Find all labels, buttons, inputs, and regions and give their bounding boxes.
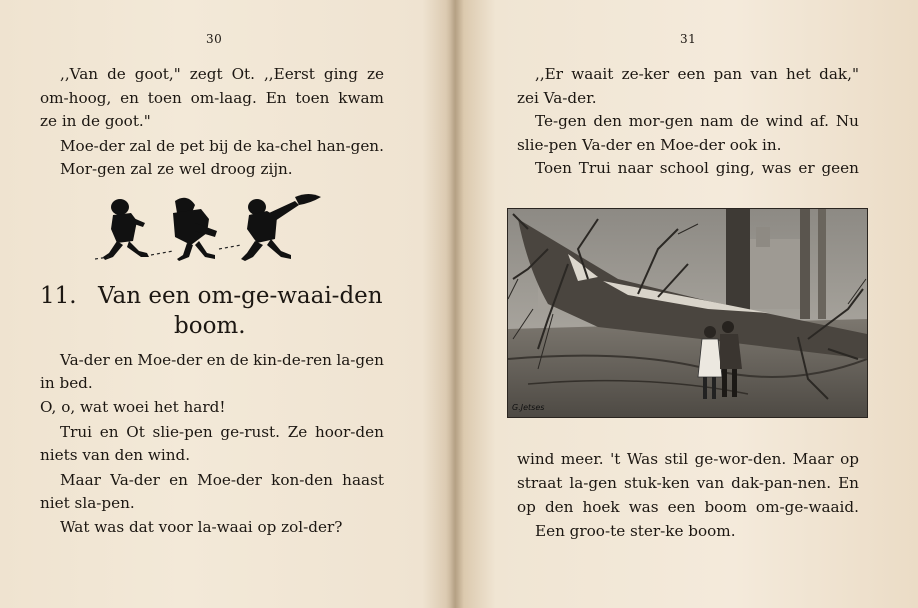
word: den <box>544 498 574 516</box>
word: kwam <box>338 89 384 107</box>
text-line <box>517 497 859 517</box>
word: en <box>99 423 119 441</box>
word: boom <box>704 498 747 516</box>
word: en <box>206 351 226 369</box>
word: mor-gen <box>628 112 694 130</box>
word: Ot. <box>231 65 255 83</box>
word: En <box>838 474 859 492</box>
chapter-title-line1: Van een om-ge-waai-den <box>98 283 383 309</box>
word: hoor-den <box>314 423 384 441</box>
word: la-gen <box>336 351 384 369</box>
word: van <box>750 65 778 83</box>
text-line <box>60 64 384 84</box>
word: waait <box>571 65 614 83</box>
fallen-tree-illustration <box>507 208 868 418</box>
page-number: 31 <box>680 32 697 46</box>
word: Moe-der <box>197 471 262 489</box>
word: kin-de-ren <box>253 351 332 369</box>
word: Maar <box>60 471 101 489</box>
word: Trui <box>60 423 93 441</box>
word: school <box>659 159 709 177</box>
word: straat <box>517 474 563 492</box>
word: het <box>786 65 811 83</box>
word: de <box>156 137 175 155</box>
word: pet <box>179 137 205 155</box>
text-line: niets van den wind. <box>40 446 191 464</box>
word: de <box>107 65 126 83</box>
word: ge-rust. <box>220 423 280 441</box>
text-line: slie-pen Va-der en Moe-der ook in. <box>517 136 782 154</box>
text-line: O, o, wat woei het hard! <box>40 398 226 416</box>
word: han-gen. <box>316 137 384 155</box>
word: Moe-der <box>60 137 125 155</box>
word: Va-der <box>110 471 160 489</box>
word: kon-den <box>271 471 333 489</box>
word: de <box>229 351 249 369</box>
word: nam <box>700 112 734 130</box>
word: Trui <box>578 159 611 177</box>
word: en <box>114 351 133 369</box>
word: dak-pan-nen. <box>731 474 832 492</box>
word: om-ge-waaid. <box>755 498 859 516</box>
text-line <box>60 422 384 442</box>
word: zal <box>129 137 152 155</box>
word: was <box>761 159 792 177</box>
chapter-title-line2: boom. <box>174 313 246 339</box>
word: Was <box>626 450 658 468</box>
word: dak," <box>819 65 859 83</box>
word: van <box>696 474 725 492</box>
word: op <box>840 450 859 468</box>
word: zegt <box>189 65 223 83</box>
word: ging, <box>715 159 755 177</box>
word: la-gen <box>569 474 617 492</box>
word: toen <box>295 89 330 107</box>
word: stuk-ken <box>623 474 690 492</box>
text-line: in bed. <box>40 374 93 392</box>
word: ze-ker <box>621 65 670 83</box>
word: haast <box>342 471 384 489</box>
word: wind <box>517 450 555 468</box>
text-line <box>60 136 384 156</box>
word: slie-pen <box>152 423 213 441</box>
word: Te-gen <box>535 112 587 130</box>
artist-signature: G.Jetses <box>512 403 545 412</box>
word: om-hoog, <box>40 89 112 107</box>
word: naar <box>617 159 653 177</box>
chapter-number: 11. <box>40 283 77 309</box>
text-line: Wat was dat voor la-waai op zol-der? <box>60 518 343 536</box>
word: pan <box>713 65 743 83</box>
text-line <box>535 64 859 84</box>
word: den <box>593 112 622 130</box>
word: ka-chel <box>256 137 313 155</box>
text-line: niet sla-pen. <box>40 494 135 512</box>
word: ,,Er <box>535 65 564 83</box>
word: En <box>265 89 287 107</box>
text-line <box>60 350 384 370</box>
word: meer. <box>560 450 604 468</box>
word: Va-der <box>60 351 110 369</box>
word: Nu <box>835 112 859 130</box>
word: een <box>667 498 696 516</box>
word: stil <box>664 450 689 468</box>
word: Ot <box>126 423 145 441</box>
word: hoek <box>582 498 620 516</box>
word: bij <box>209 137 229 155</box>
word: geen <box>821 159 859 177</box>
word: ,,Van <box>60 65 99 83</box>
word: een <box>677 65 706 83</box>
text-line <box>535 111 859 131</box>
left-page <box>0 0 454 608</box>
word: 't <box>610 450 621 468</box>
word: en <box>120 89 139 107</box>
word: Toen <box>535 159 572 177</box>
word: de <box>233 137 252 155</box>
text-line <box>517 473 859 493</box>
right-page <box>455 0 918 608</box>
word: goot," <box>134 65 181 83</box>
word: ze <box>366 65 384 83</box>
text-line <box>535 158 859 178</box>
text-line: ze in de goot." <box>40 112 151 130</box>
page-number: 30 <box>206 32 223 46</box>
text-line: zei Va-der. <box>517 89 597 107</box>
text-line: Mor-gen zal ze wel droog zijn. <box>60 160 293 178</box>
word: af. <box>810 112 829 130</box>
word: om-laag. <box>190 89 257 107</box>
word: ,,Eerst <box>263 65 315 83</box>
word: er <box>798 159 815 177</box>
text-line <box>517 449 859 469</box>
word: de <box>740 112 759 130</box>
word: wind <box>765 112 804 130</box>
word: ge-wor-den. <box>694 450 787 468</box>
text-line: Een groo-te ster-ke boom. <box>535 522 736 540</box>
children-silhouette-illustration <box>95 193 335 271</box>
word: toen <box>147 89 182 107</box>
word: was <box>628 498 659 516</box>
word: en <box>169 471 188 489</box>
text-line <box>40 88 384 108</box>
word: Moe-der <box>137 351 203 369</box>
word: ging <box>323 65 358 83</box>
word: Maar <box>792 450 834 468</box>
text-line <box>60 470 384 490</box>
word: Ze <box>287 423 308 441</box>
word: op <box>517 498 536 516</box>
